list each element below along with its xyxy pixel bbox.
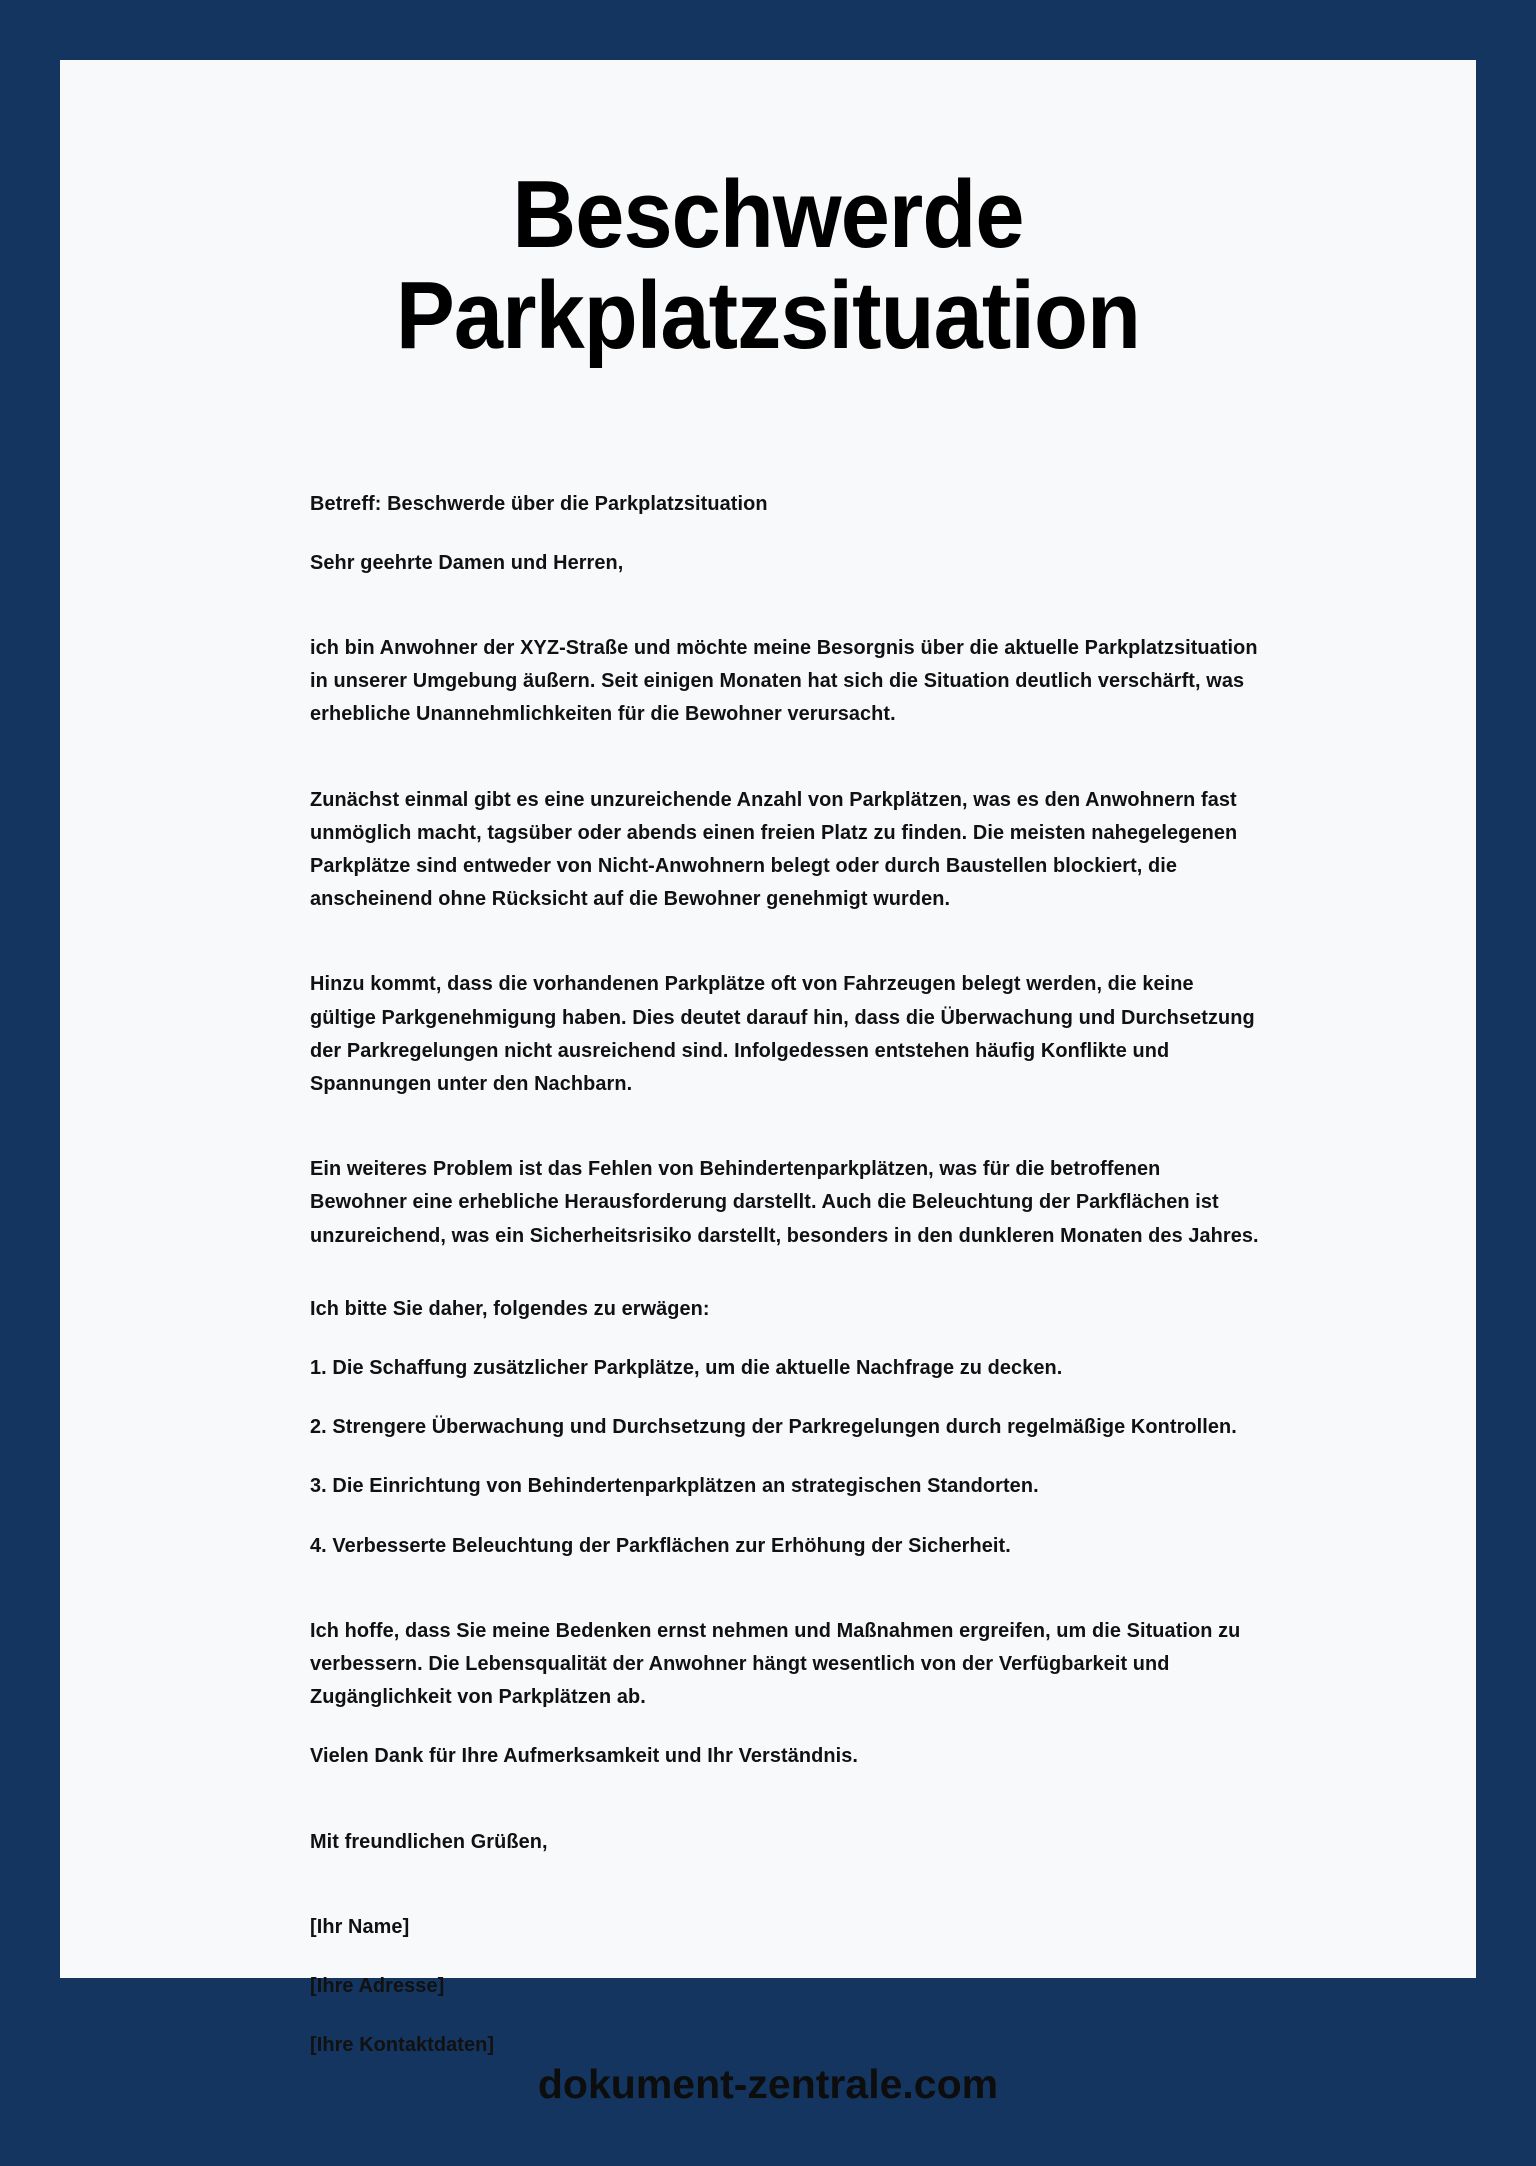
- spacer: [310, 1252, 1291, 1292]
- document-sheet: [60, 60, 1476, 2108]
- brand-watermark: dokument-zentrale.com: [537, 2061, 999, 2108]
- letter-body: [60, 367, 1476, 2062]
- spacer: [310, 579, 1291, 631]
- paragraph-3: Hinzu kommt, dass die vorhandenen Parkplätze oft von Fahrzeugen belegt werden, die keine gültige Parkgenehmigung haben. Dies deutet darauf hin, dass die Überwachung und Durchsetzung der Parkregelungen nicht ausreichend sind. Infolgedessen entstehen häufig Konflikte und Spannungen unter den Nachbarn.: [310, 972, 1255, 1096]
- paragraph-2: Zunächst einmal gibt es eine unzureichende Anzahl von Parkplätzen, was es den Anwohnern fast unmöglich macht, tagsüber oder abends einen freien Platz zu finden. Die meisten nahegelegenen Parkplätze sind entweder von Nicht-Anwohnern belegt oder durch Baustellen blockiert, die anscheinend ohne Rücksicht auf die Bewohner genehmigt wurden.: [310, 787, 1238, 911]
- subject-line: Betreff: Beschwerde über die Parkplatzsituation: [310, 491, 768, 515]
- request-item-4: 4. Verbesserte Beleuchtung der Parkflächen zur Erhöhung der Sicherheit.: [310, 1533, 1011, 1557]
- spacer: [310, 1858, 1291, 1910]
- placeholder-address: [Ihre Adresse]: [310, 1974, 445, 1998]
- spacer: [310, 1713, 1291, 1739]
- thanks-line: Vielen Dank für Ihre Aufmerksamkeit und Ihr Verständnis.: [310, 1744, 859, 1768]
- spacer: [310, 1943, 1291, 1969]
- footer-block: [60, 2061, 1476, 2166]
- spacer: [310, 1562, 1291, 1614]
- spacer: [310, 520, 1291, 546]
- page-title-line-1: Beschwerde: [512, 161, 1024, 268]
- closing-paragraph: Ich hoffe, dass Sie meine Bedenken ernst nehmen und Maßnahmen ergreifen, um die Situation zu verbessern. Die Lebensqualität der Anwohner hängt wesentlich von der Verfügbarkeit und Zugänglichkeit von Parkplätzen ab.: [310, 1618, 1241, 1709]
- request-intro: Ich bitte Sie daher, folgendes zu erwägen:: [310, 1296, 710, 1320]
- page-title-line-2: Parkplatzsituation: [395, 261, 1141, 369]
- spacer: [310, 1773, 1291, 1825]
- request-item-1: 1. Die Schaffung zusätzlicher Parkplätze, um die aktuelle Nachfrage zu decken.: [310, 1356, 1063, 1380]
- placeholder-contact: [Ihre Kontaktdaten]: [310, 2033, 495, 2057]
- salutation: Sehr geehrte Damen und Herren,: [310, 550, 624, 574]
- placeholder-name: [Ihr Name]: [310, 1914, 410, 1938]
- spacer: [310, 1325, 1291, 1351]
- spacer: [310, 1443, 1291, 1469]
- spacer: [310, 731, 1291, 783]
- spacer: [310, 2002, 1291, 2028]
- spacer: [310, 1100, 1291, 1152]
- request-item-2: 2. Strengere Überwachung und Durchsetzung der Parkregelungen durch regelmäßige Kontrollen.: [310, 1415, 1237, 1439]
- sign-off: Mit freundlichen Grüßen,: [310, 1829, 548, 1853]
- paragraph-4: Ein weiteres Problem ist das Fehlen von Behindertenparkplätzen, was für die betroffenen Bewohner eine erhebliche Herausforderung darstellt. Auch die Beleuchtung der Parkflächen ist unzureichend, was ein Sicherheitsrisiko darstellt, besonders in den dunkleren Monaten des Jahres.: [310, 1157, 1259, 1247]
- spacer: [310, 1503, 1291, 1529]
- title-block: [60, 60, 1476, 367]
- spacer: [310, 1384, 1291, 1410]
- request-item-3: 3. Die Einrichtung von Behindertenparkplätzen an strategischen Standorten.: [310, 1474, 1039, 1498]
- paragraph-1: ich bin Anwohner der XYZ-Straße und möchte meine Besorgnis über die aktuelle Parkplatzsituation in unserer Umgebung äußern. Seit einigen Monaten hat sich die Situation deutlich verschärft, was erhebliche Unannehmlichkeiten für die Bewohner verursacht.: [310, 636, 1258, 726]
- page-title: [181, 161, 1355, 369]
- spacer: [310, 915, 1291, 967]
